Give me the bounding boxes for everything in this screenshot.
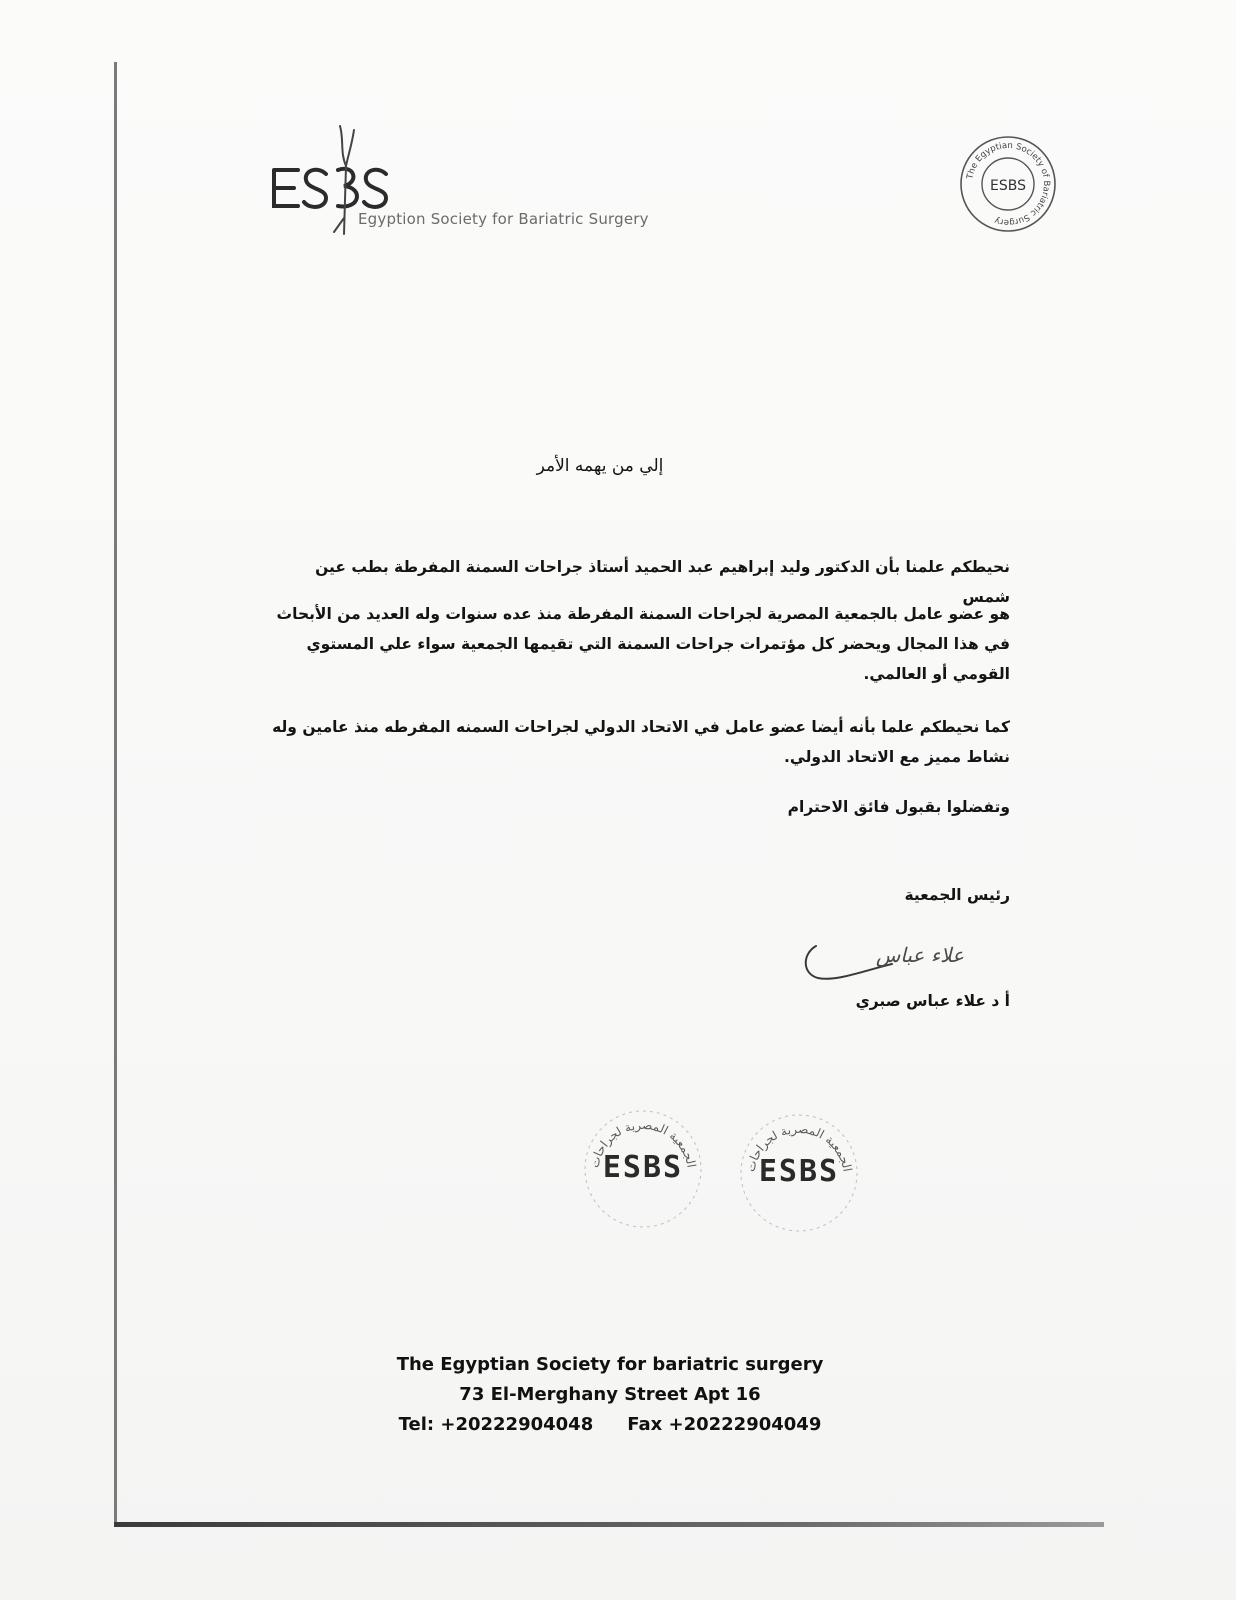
footer-fax: Fax +20222904049 — [627, 1414, 822, 1435]
footer-phone-fax — [330, 1410, 890, 1440]
paragraph-2: هو عضو عامل بالجمعية المصرية لجراحات السمنة المفرطة منذ عده سنوات وله العديد من الأبحاث في هذا المجال ويحضر كل مؤتمرات جراحات السمنة التي تقيمها الجمعية سواء علي المستوي القومي أو العالمي. — [276, 605, 1010, 683]
signature — [796, 934, 966, 994]
svg-text:الجمعية المصرية لجراحات: الجمعية المصرية لجراحات — [587, 1117, 699, 1170]
page-bottom-edge — [114, 1522, 1104, 1527]
stamp-left-label: ESBS — [602, 1150, 684, 1185]
paragraph-3: كما نحيطكم علما بأنه أيضا عضو عامل في الاتحاد الدولي لجراحات السمنه المفرطه منذ عامين وله نشاط مميز مع الاتحاد الدولي. — [272, 718, 1010, 766]
society-stamp-right — [734, 1108, 864, 1238]
footer-society-name: The Egyptian Society for bariatric surgery — [396, 1354, 824, 1375]
paragraph-1: نحيطكم علمنا بأن الدكتور وليد إبراهيم عبد الحميد أستاذ جراحات السمنة المفرطة بطب عين شمس — [315, 558, 1010, 606]
letter-heading: إلي من يهمه الأمر — [536, 456, 664, 476]
footer-tel: Tel: +20222904048 — [398, 1414, 594, 1435]
footer-contact — [330, 1350, 890, 1440]
svg-text:علاء عباس: علاء عباس — [875, 943, 964, 967]
society-stamp-left — [578, 1104, 708, 1234]
closing-line: وتفضلوا بقبول فائق الاحترام — [787, 798, 1010, 816]
stamp-right-label: ESBS — [758, 1154, 840, 1189]
svg-text:الجمعية المصرية لجراحات: الجمعية المصرية لجراحات — [743, 1121, 855, 1174]
page-left-edge — [114, 62, 117, 1524]
society-logo — [268, 122, 668, 242]
logo-text: Egyption Society for Bariatric Surgery — [358, 210, 649, 228]
footer-address: 73 El-Merghany Street Apt 16 — [459, 1384, 761, 1405]
svg-text:ESBS: ESBS — [990, 178, 1026, 194]
society-seal-icon — [958, 134, 1058, 234]
svg-text:The Egyptian Society of Bariat: The Egyptian Society of Bariatric Surgery — [965, 140, 1052, 228]
president-name: أ د علاء عباس صبري — [855, 992, 1010, 1010]
president-title: رئيس الجمعية — [904, 886, 1010, 904]
